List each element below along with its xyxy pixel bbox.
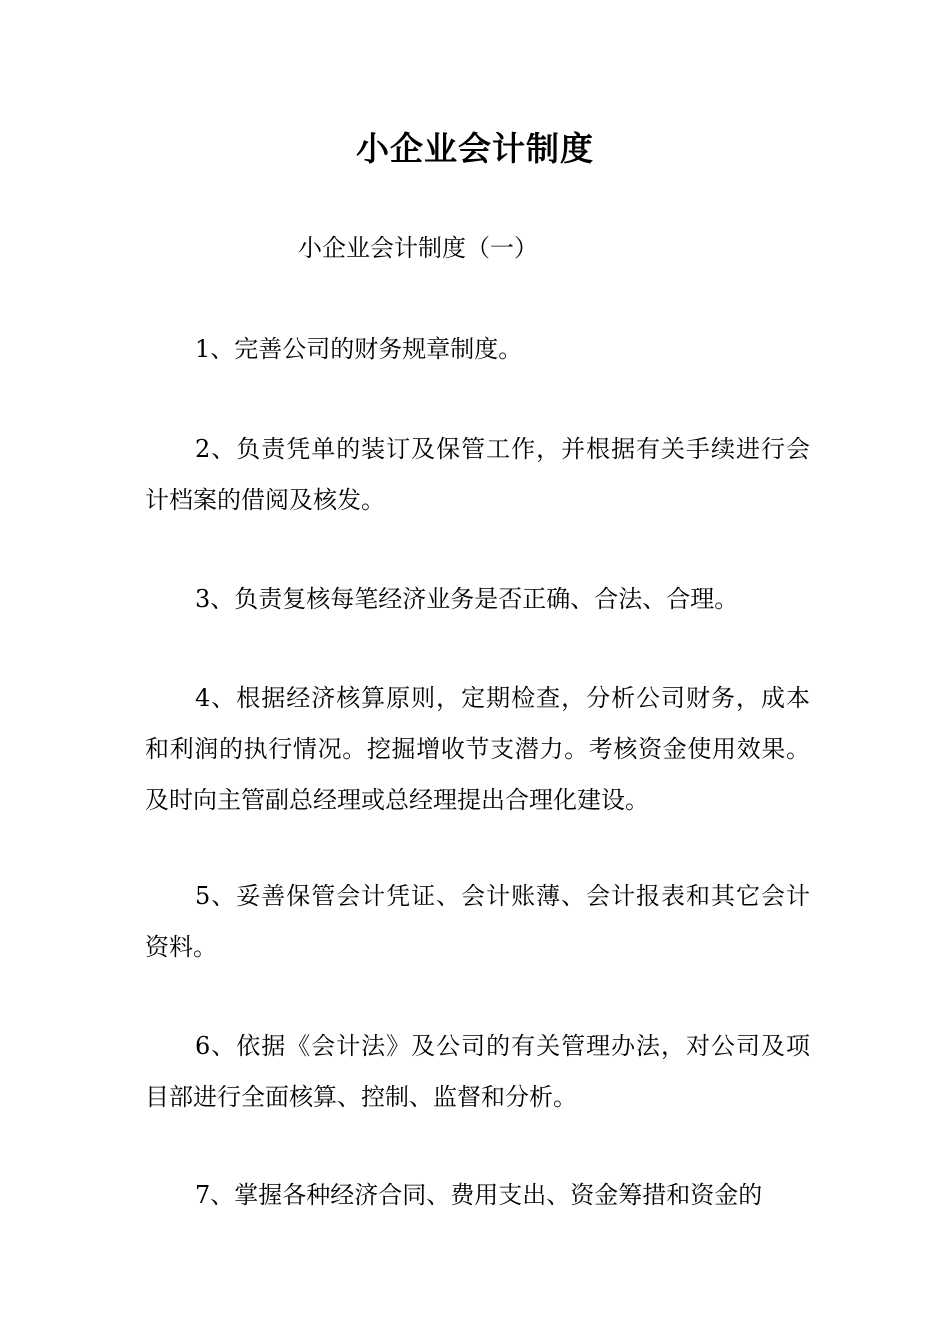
paragraph-item-4: 4、根据经济核算原则，定期检查，分析公司财务，成本和利润的执行情况。挖掘增收节支潜力。考核资金使用效果。及时向主管副总经理或总经理提出合理化建设。 <box>145 684 810 814</box>
paragraph-item-7: 7、掌握各种经济合同、费用支出、资金筹措和资金的 <box>195 1181 763 1209</box>
paragraph-item-6: 6、依据《会计法》及公司的有关管理办法，对公司及项目部进行全面核算、控制、监督和分析。 <box>145 1032 810 1111</box>
document-title: 小企业会计制度 <box>356 129 594 168</box>
document-subtitle: 小企业会计制度（一） <box>298 234 538 262</box>
paragraph-item-5: 5、妥善保管会计凭证、会计账薄、会计报表和其它会计资料。 <box>145 882 810 961</box>
paragraph-item-3: 3、负责复核每笔经济业务是否正确、合法、合理。 <box>195 585 739 613</box>
paragraph-item-2: 2、负责凭单的装订及保管工作，并根据有关手续进行会计档案的借阅及核发。 <box>145 435 810 514</box>
paragraph-item-1: 1、完善公司的财务规章制度。 <box>195 335 523 363</box>
